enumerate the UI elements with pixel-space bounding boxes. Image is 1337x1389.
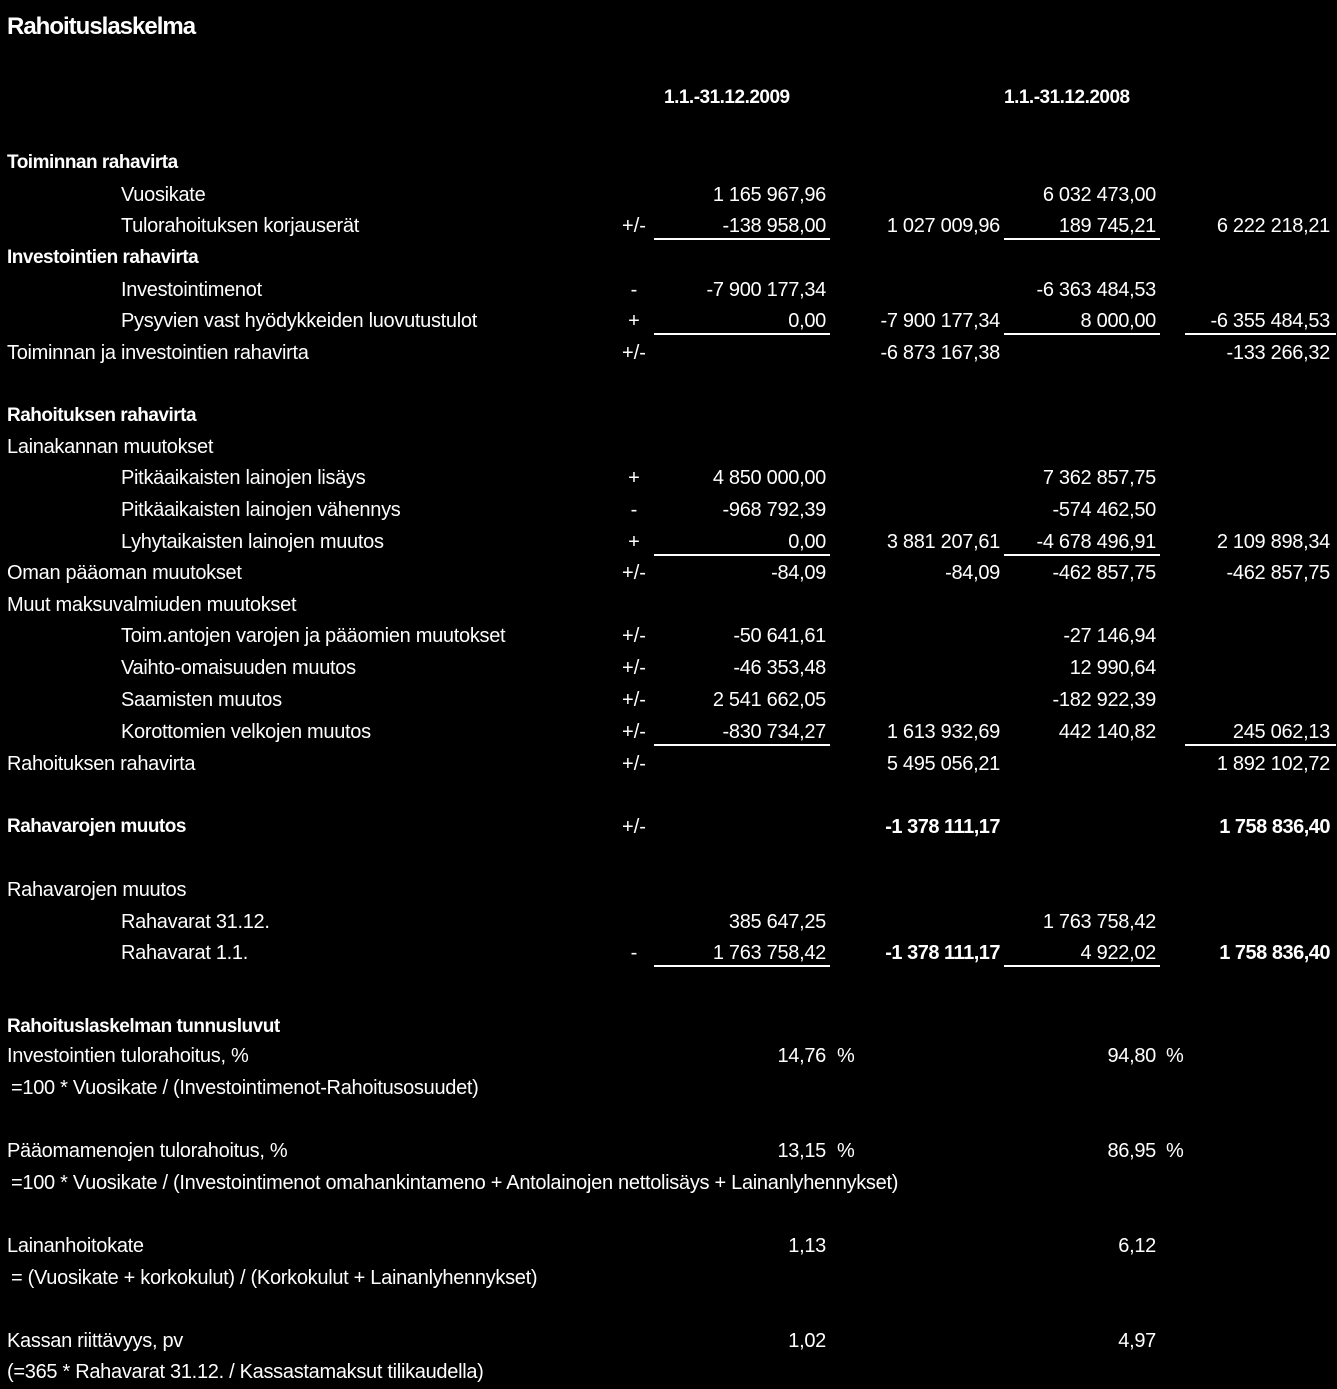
value-2008-total: 6 222 218,21 — [1216, 215, 1330, 237]
column-header-2009: 1.1.-31.12.2009 — [664, 87, 790, 108]
underline — [654, 744, 830, 746]
value-2009-item: -138 958,00 — [722, 215, 826, 237]
row-label: Investointimenot — [121, 279, 262, 301]
kpi-value-2009: 1,13 — [788, 1235, 826, 1257]
row-label: Rahavarojen muutos — [7, 879, 187, 901]
underline — [1185, 333, 1336, 335]
value-2009-item: 2 541 662,05 — [712, 689, 826, 711]
section-heading: Rahavarojen muutos — [7, 816, 186, 837]
value-2009-total: 3 881 207,61 — [886, 531, 1000, 553]
value-2009-item: 1 165 967,96 — [712, 184, 826, 206]
underline — [1004, 554, 1160, 556]
value-2009-item: -50 641,61 — [733, 625, 826, 647]
value-2009-item: -7 900 177,34 — [706, 279, 826, 301]
sign: - — [630, 499, 638, 521]
value-2009-item: -84,09 — [771, 562, 826, 584]
page-title: Rahoituslaskelma — [7, 13, 196, 40]
underline — [654, 238, 830, 240]
value-2009-item: -830 734,27 — [722, 721, 826, 743]
kpi-formula: =100 * Vuosikate / (Investointimenot-Rahoitusosuudet) — [11, 1077, 479, 1099]
value-2008-item: 8 000,00 — [1080, 310, 1156, 332]
value-2008-total: 1 758 836,40 — [1219, 942, 1330, 964]
value-2009-item: 385 647,25 — [728, 911, 826, 933]
value-2008-item: 12 990,64 — [1069, 657, 1156, 679]
kpi-value-2009: 1,02 — [788, 1330, 826, 1352]
value-2009-total: 1 027 009,96 — [886, 215, 1000, 237]
value-2008-total: 2 109 898,34 — [1216, 531, 1330, 553]
value-2009-item: 1 763 758,42 — [712, 942, 826, 964]
underline — [654, 333, 830, 335]
section-heading: Toiminnan rahavirta — [7, 152, 178, 173]
value-2008-item: 189 745,21 — [1058, 215, 1156, 237]
value-2009-total: -1 378 111,17 — [885, 816, 1000, 838]
value-2008-item: -462 857,75 — [1052, 562, 1156, 584]
row-label: Oman pääoman muutokset — [7, 562, 242, 584]
value-2008-item: -574 462,50 — [1052, 499, 1156, 521]
row-label: Rahavarat 1.1. — [121, 942, 248, 964]
value-2008-item: 4 922,02 — [1080, 942, 1156, 964]
underline — [1004, 238, 1160, 240]
row-label: Vuosikate — [121, 184, 206, 206]
kpi-unit: % — [1166, 1140, 1184, 1162]
kpi-value-2008: 6,12 — [1118, 1235, 1156, 1257]
value-2008-total: -462 857,75 — [1226, 562, 1330, 584]
sign: +/- — [622, 215, 646, 237]
value-2008-item: -6 363 484,53 — [1036, 279, 1156, 301]
row-label: Toim.antojen varojen ja pääomien muutokset — [121, 625, 506, 647]
value-2008-total: 1 758 836,40 — [1219, 816, 1330, 838]
sign: + — [628, 310, 640, 332]
value-2008-total: -133 266,32 — [1226, 342, 1330, 364]
row-label: Vaihto-omaisuuden muutos — [121, 657, 356, 679]
value-2008-item: -27 146,94 — [1063, 625, 1156, 647]
value-2008-total: 245 062,13 — [1232, 721, 1330, 743]
sign: + — [628, 531, 640, 553]
kpi-label: Investointien tulorahoitus, % — [7, 1045, 249, 1067]
sign: +/- — [622, 342, 646, 364]
value-2009-total: -84,09 — [945, 562, 1000, 584]
sign: +/- — [622, 753, 646, 775]
kpi-section-heading: Rahoituslaskelman tunnusluvut — [7, 1016, 280, 1037]
value-2008-item: -182 922,39 — [1052, 689, 1156, 711]
value-2009-total: -1 378 111,17 — [885, 942, 1000, 964]
kpi-formula: (=365 * Rahavarat 31.12. / Kassastamaksut tilikaudella) — [7, 1361, 484, 1383]
value-2009-item: -968 792,39 — [722, 499, 826, 521]
value-2009-item: 0,00 — [788, 310, 826, 332]
kpi-label: Pääomamenojen tulorahoitus, % — [7, 1140, 288, 1162]
sign: +/- — [622, 721, 646, 743]
sign: +/- — [622, 657, 646, 679]
sign: +/- — [622, 689, 646, 711]
value-2009-item: 0,00 — [788, 531, 826, 553]
value-2009-total: -6 873 167,38 — [880, 342, 1000, 364]
kpi-value-2008: 4,97 — [1118, 1330, 1156, 1352]
value-2008-total: -6 355 484,53 — [1210, 310, 1330, 332]
underline — [654, 554, 830, 556]
value-2009-item: -46 353,48 — [733, 657, 826, 679]
underline — [1185, 744, 1336, 746]
column-header-2008: 1.1.-31.12.2008 — [1004, 87, 1130, 108]
section-heading: Investointien rahavirta — [7, 247, 199, 268]
value-2009-item: 4 850 000,00 — [712, 467, 826, 489]
row-label: Toiminnan ja investointien rahavirta — [7, 342, 309, 364]
sign: +/- — [622, 562, 646, 584]
underline — [1004, 333, 1160, 335]
kpi-unit: % — [837, 1140, 855, 1162]
section-heading: Rahoituksen rahavirta — [7, 405, 197, 426]
kpi-value-2008: 86,95 — [1107, 1140, 1156, 1162]
row-label: Tulorahoituksen korjauserät — [121, 215, 359, 237]
value-2009-total: 1 613 932,69 — [886, 721, 1000, 743]
kpi-value-2009: 14,76 — [777, 1045, 826, 1067]
value-2008-total: 1 892 102,72 — [1216, 753, 1330, 775]
kpi-formula: =100 * Vuosikate / (Investointimenot omahankintameno + Antolainojen nettolisäys + Lainanlyhennykset) — [11, 1172, 899, 1194]
row-label: Rahoituksen rahavirta — [7, 753, 196, 775]
underline — [1004, 965, 1160, 967]
row-label: Lyhytaikaisten lainojen muutos — [121, 531, 384, 553]
value-2008-item: 6 032 473,00 — [1042, 184, 1156, 206]
value-2009-total: 5 495 056,21 — [886, 753, 1000, 775]
kpi-value-2009: 13,15 — [777, 1140, 826, 1162]
row-label: Pitkäaikaisten lainojen lisäys — [121, 467, 366, 489]
sign: - — [630, 942, 638, 964]
row-label: Muut maksuvalmiuden muutokset — [7, 594, 297, 616]
row-label: Saamisten muutos — [121, 689, 282, 711]
row-label: Rahavarat 31.12. — [121, 911, 270, 933]
sign: + — [628, 467, 640, 489]
sign: +/- — [622, 625, 646, 647]
underline — [654, 965, 830, 967]
row-label: Pitkäaikaisten lainojen vähennys — [121, 499, 401, 521]
kpi-label: Kassan riittävyys, pv — [7, 1330, 183, 1352]
kpi-value-2008: 94,80 — [1107, 1045, 1156, 1067]
value-2008-item: -4 678 496,91 — [1036, 531, 1156, 553]
value-2008-item: 1 763 758,42 — [1042, 911, 1156, 933]
sign: +/- — [622, 816, 646, 838]
row-label: Lainakannan muutokset — [7, 436, 214, 458]
row-label: Korottomien velkojen muutos — [121, 721, 371, 743]
value-2008-item: 7 362 857,75 — [1042, 467, 1156, 489]
kpi-unit: % — [837, 1045, 855, 1067]
sign: - — [630, 279, 638, 301]
kpi-formula: = (Vuosikate + korkokulut) / (Korkokulut + Lainanlyhennykset) — [11, 1267, 538, 1289]
kpi-unit: % — [1166, 1045, 1184, 1067]
value-2008-item: 442 140,82 — [1058, 721, 1156, 743]
row-label: Pysyvien vast hyödykkeiden luovutustulot — [121, 310, 477, 332]
value-2009-total: -7 900 177,34 — [880, 310, 1000, 332]
kpi-label: Lainanhoitokate — [7, 1235, 144, 1257]
